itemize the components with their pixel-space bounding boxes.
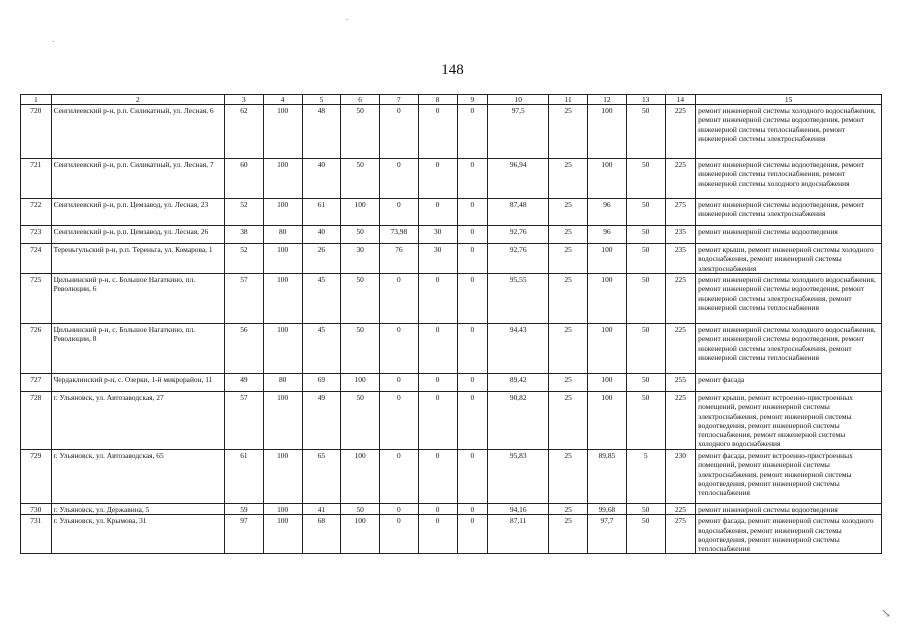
register-table (20, 94, 882, 554)
value-cell: 99,68 (588, 504, 627, 515)
value-cell: 50 (626, 392, 665, 450)
value-cell: 0 (380, 515, 419, 554)
value-cell: 97,5 (488, 105, 549, 159)
value-cell: 225 (665, 159, 696, 199)
value-cell: 25 (549, 504, 588, 515)
value-cell: 48 (302, 105, 341, 159)
table-row (21, 392, 882, 450)
value-cell: 30 (341, 244, 380, 274)
value-cell: 95,55 (488, 274, 549, 324)
value-cell: 0 (418, 392, 457, 450)
works-cell: ремонт фасада, ремонт инженерной системы холодного водоснабжения, ремонт инженерной системы водоотведения, ремонт инженерной системы теплоснабжения (696, 515, 882, 554)
value-cell: 96 (588, 199, 627, 226)
column-header: 3 (225, 95, 264, 105)
value-cell: 25 (549, 324, 588, 374)
scan-corner-mark: ↘ (881, 606, 892, 620)
value-cell: 100 (588, 105, 627, 159)
value-cell: 92,76 (488, 226, 549, 244)
value-cell: 100 (341, 515, 380, 554)
value-cell: 49 (225, 374, 264, 392)
row-number-cell: 731 (21, 515, 52, 554)
value-cell: 61 (302, 199, 341, 226)
value-cell: 100 (588, 324, 627, 374)
value-cell: 225 (665, 105, 696, 159)
column-header: 12 (588, 95, 627, 105)
value-cell: 0 (457, 392, 488, 450)
row-number-cell: 722 (21, 199, 52, 226)
column-header: 8 (418, 95, 457, 105)
address-cell: Чердаклинский р-н, с. Озерки, 1-й микрорайон, 11 (51, 374, 224, 392)
value-cell: 25 (549, 274, 588, 324)
value-cell: 60 (225, 159, 264, 199)
value-cell: 0 (380, 450, 419, 504)
value-cell: 30 (418, 226, 457, 244)
value-cell: 97 (225, 515, 264, 554)
value-cell: 50 (341, 159, 380, 199)
value-cell: 87,11 (488, 515, 549, 554)
value-cell: 25 (549, 159, 588, 199)
column-header: 9 (457, 95, 488, 105)
value-cell: 65 (302, 450, 341, 504)
value-cell: 62 (225, 105, 264, 159)
table-row (21, 515, 882, 554)
value-cell: 0 (380, 324, 419, 374)
value-cell: 61 (225, 450, 264, 504)
works-cell: ремонт фасада, ремонт встроенно-пристроенных помещений, ремонт инженерной системы электроснабжения, ремонт инженерной системы водоотведения, ремонт инженерной системы теплоснабжения (696, 450, 882, 504)
address-cell: Сенгилеевский р-н, р.п. Силикатный, ул. Лесная, 6 (51, 105, 224, 159)
column-header: 15 (696, 95, 882, 105)
value-cell: 94,16 (488, 504, 549, 515)
value-cell: 0 (418, 105, 457, 159)
value-cell: 96,94 (488, 159, 549, 199)
value-cell: 59 (225, 504, 264, 515)
address-cell: Сенгилеевский р-н, р.п. Цемзавод, ул. Лесная, 26 (51, 226, 224, 244)
column-header: 4 (263, 95, 302, 105)
value-cell: 0 (380, 159, 419, 199)
scan-speck: . (52, 34, 55, 44)
value-cell: 100 (341, 450, 380, 504)
value-cell: 0 (418, 515, 457, 554)
value-cell: 50 (341, 324, 380, 374)
value-cell: 45 (302, 274, 341, 324)
value-cell: 0 (418, 504, 457, 515)
value-cell: 0 (418, 374, 457, 392)
value-cell: 94,43 (488, 324, 549, 374)
works-cell: ремонт инженерной системы холодного водоснабжения, ремонт инженерной системы водоотведения, ремонт инженерной системы электроснабжения, ремонт инженерной системы теплоснабжения (696, 274, 882, 324)
value-cell: 92,76 (488, 244, 549, 274)
value-cell: 50 (626, 226, 665, 244)
column-number-row (21, 95, 882, 105)
value-cell: 0 (418, 274, 457, 324)
value-cell: 45 (302, 324, 341, 374)
value-cell: 0 (418, 199, 457, 226)
value-cell: 275 (665, 515, 696, 554)
page-number: 148 (441, 62, 464, 78)
column-header: 11 (549, 95, 588, 105)
value-cell: 0 (457, 199, 488, 226)
value-cell: 25 (549, 105, 588, 159)
value-cell: 0 (418, 159, 457, 199)
value-cell: 50 (626, 324, 665, 374)
value-cell: 69 (302, 374, 341, 392)
address-cell: Сенгилеевский р-н, р.п. Силикатный, ул. Лесная, 7 (51, 159, 224, 199)
value-cell: 0 (457, 504, 488, 515)
table-row (21, 324, 882, 374)
value-cell: 100 (588, 244, 627, 274)
works-cell: ремонт инженерной системы водоотведения (696, 226, 882, 244)
value-cell: 100 (263, 105, 302, 159)
works-cell: ремонт инженерной системы холодного водоснабжения, ремонт инженерной системы водоотведения, ремонт инженерной системы теплоснабжения, ремонт инженерной системы электроснабжения (696, 105, 882, 159)
value-cell: 50 (626, 274, 665, 324)
column-header: 10 (488, 95, 549, 105)
scan-speck: . (346, 12, 349, 22)
value-cell: 100 (588, 392, 627, 450)
column-header: 13 (626, 95, 665, 105)
row-number-cell: 721 (21, 159, 52, 199)
value-cell: 97,7 (588, 515, 627, 554)
table-row (21, 374, 882, 392)
address-cell: Цильнинский р-н, с. Большое Нагаткино, пл. Революции, 6 (51, 274, 224, 324)
value-cell: 100 (263, 392, 302, 450)
value-cell: 56 (225, 324, 264, 374)
value-cell: 89,85 (588, 450, 627, 504)
value-cell: 0 (380, 274, 419, 324)
value-cell: 255 (665, 374, 696, 392)
value-cell: 87,48 (488, 199, 549, 226)
table-row (21, 504, 882, 515)
value-cell: 50 (341, 105, 380, 159)
value-cell: 0 (418, 324, 457, 374)
value-cell: 76 (380, 244, 419, 274)
address-cell: г. Ульяновск, ул. Автозаводская, 65 (51, 450, 224, 504)
value-cell: 57 (225, 392, 264, 450)
value-cell: 100 (588, 159, 627, 199)
works-cell: ремонт крыши, ремонт инженерной системы холодного водоснабжения, ремонт инженерной системы электроснабжения (696, 244, 882, 274)
value-cell: 25 (549, 392, 588, 450)
value-cell: 100 (341, 374, 380, 392)
column-header: 1 (21, 95, 52, 105)
value-cell: 50 (626, 374, 665, 392)
value-cell: 52 (225, 199, 264, 226)
works-cell: ремонт инженерной системы водоотведения (696, 504, 882, 515)
row-number-cell: 730 (21, 504, 52, 515)
value-cell: 50 (341, 392, 380, 450)
address-cell: г. Ульяновск, ул. Державина, 5 (51, 504, 224, 515)
table-row (21, 244, 882, 274)
value-cell: 235 (665, 226, 696, 244)
value-cell: 52 (225, 244, 264, 274)
value-cell: 50 (341, 504, 380, 515)
value-cell: 40 (302, 159, 341, 199)
row-number-cell: 729 (21, 450, 52, 504)
table-row (21, 450, 882, 504)
value-cell: 80 (263, 226, 302, 244)
value-cell: 0 (457, 226, 488, 244)
value-cell: 100 (263, 274, 302, 324)
value-cell: 5 (626, 450, 665, 504)
value-cell: 100 (263, 450, 302, 504)
value-cell: 0 (380, 374, 419, 392)
address-cell: Цильнинский р-н, с. Большое Нагаткино, пл. Революции, 8 (51, 324, 224, 374)
table-row (21, 105, 882, 159)
row-number-cell: 720 (21, 105, 52, 159)
table-row (21, 159, 882, 199)
value-cell: 30 (418, 244, 457, 274)
value-cell: 275 (665, 199, 696, 226)
value-cell: 0 (457, 274, 488, 324)
value-cell: 225 (665, 324, 696, 374)
works-cell: ремонт инженерной системы водоотведения, ремонт инженерной системы электроснабжения (696, 199, 882, 226)
value-cell: 80 (263, 374, 302, 392)
value-cell: 26 (302, 244, 341, 274)
value-cell: 90,82 (488, 392, 549, 450)
value-cell: 0 (380, 392, 419, 450)
works-cell: ремонт инженерной системы холодного водоснабжения, ремонт инженерной системы водоотведения, ремонт инженерной системы электроснабжения, ремонт инженерной системы теплоснабжения (696, 324, 882, 374)
column-header: 5 (302, 95, 341, 105)
table-row (21, 226, 882, 244)
value-cell: 0 (457, 324, 488, 374)
value-cell: 57 (225, 274, 264, 324)
value-cell: 96 (588, 226, 627, 244)
value-cell: 100 (341, 199, 380, 226)
value-cell: 100 (263, 515, 302, 554)
row-number-cell: 727 (21, 374, 52, 392)
value-cell: 0 (457, 159, 488, 199)
value-cell: 68 (302, 515, 341, 554)
value-cell: 38 (225, 226, 264, 244)
value-cell: 100 (263, 199, 302, 226)
works-cell: ремонт крыши, ремонт встроенно-пристроенных помещений, ремонт инженерной системы электроснабжения, ремонт инженерной системы водоотведения, ремонт инженерной системы теплоснабжения, ремонт инженерной системы холодного водоснабжения (696, 392, 882, 450)
table-row (21, 199, 882, 226)
value-cell: 0 (457, 244, 488, 274)
value-cell: 0 (457, 374, 488, 392)
value-cell: 100 (588, 274, 627, 324)
value-cell: 89,42 (488, 374, 549, 392)
value-cell: 225 (665, 274, 696, 324)
column-header: 2 (51, 95, 224, 105)
address-cell: г. Ульяновск, ул. Автозаводская, 27 (51, 392, 224, 450)
value-cell: 41 (302, 504, 341, 515)
value-cell: 50 (626, 199, 665, 226)
value-cell: 230 (665, 450, 696, 504)
value-cell: 225 (665, 504, 696, 515)
value-cell: 73,98 (380, 226, 419, 244)
row-number-cell: 728 (21, 392, 52, 450)
value-cell: 100 (263, 504, 302, 515)
value-cell: 50 (626, 244, 665, 274)
value-cell: 25 (549, 450, 588, 504)
value-cell: 0 (380, 504, 419, 515)
row-number-cell: 724 (21, 244, 52, 274)
value-cell: 0 (380, 199, 419, 226)
row-number-cell: 725 (21, 274, 52, 324)
value-cell: 100 (263, 159, 302, 199)
value-cell: 100 (588, 374, 627, 392)
value-cell: 100 (263, 244, 302, 274)
value-cell: 50 (341, 226, 380, 244)
column-header: 7 (380, 95, 419, 105)
value-cell: 100 (263, 324, 302, 374)
column-header: 6 (341, 95, 380, 105)
works-cell: ремонт фасада (696, 374, 882, 392)
value-cell: 95,83 (488, 450, 549, 504)
works-cell: ремонт инженерной системы водоотведения, ремонт инженерной системы теплоснабжения, ремонт инженерной системы холодного водоснабжения (696, 159, 882, 199)
value-cell: 0 (418, 450, 457, 504)
row-number-cell: 723 (21, 226, 52, 244)
value-cell: 0 (380, 105, 419, 159)
column-header: 14 (665, 95, 696, 105)
value-cell: 0 (457, 450, 488, 504)
value-cell: 0 (457, 105, 488, 159)
value-cell: 50 (626, 105, 665, 159)
value-cell: 0 (457, 515, 488, 554)
value-cell: 25 (549, 199, 588, 226)
value-cell: 50 (626, 504, 665, 515)
value-cell: 235 (665, 244, 696, 274)
address-cell: г. Ульяновск, ул. Крымова, 31 (51, 515, 224, 554)
value-cell: 50 (341, 274, 380, 324)
value-cell: 25 (549, 244, 588, 274)
row-number-cell: 726 (21, 324, 52, 374)
table-row (21, 274, 882, 324)
address-cell: Сенгилеевский р-н, р.п. Цемзавод, ул. Лесная, 23 (51, 199, 224, 226)
value-cell: 40 (302, 226, 341, 244)
value-cell: 50 (626, 515, 665, 554)
value-cell: 50 (626, 159, 665, 199)
value-cell: 25 (549, 374, 588, 392)
value-cell: 25 (549, 515, 588, 554)
value-cell: 25 (549, 226, 588, 244)
value-cell: 225 (665, 392, 696, 450)
value-cell: 49 (302, 392, 341, 450)
address-cell: Тереньгульский р-н, р.п. Тереньга, ул. Комарова, 1 (51, 244, 224, 274)
